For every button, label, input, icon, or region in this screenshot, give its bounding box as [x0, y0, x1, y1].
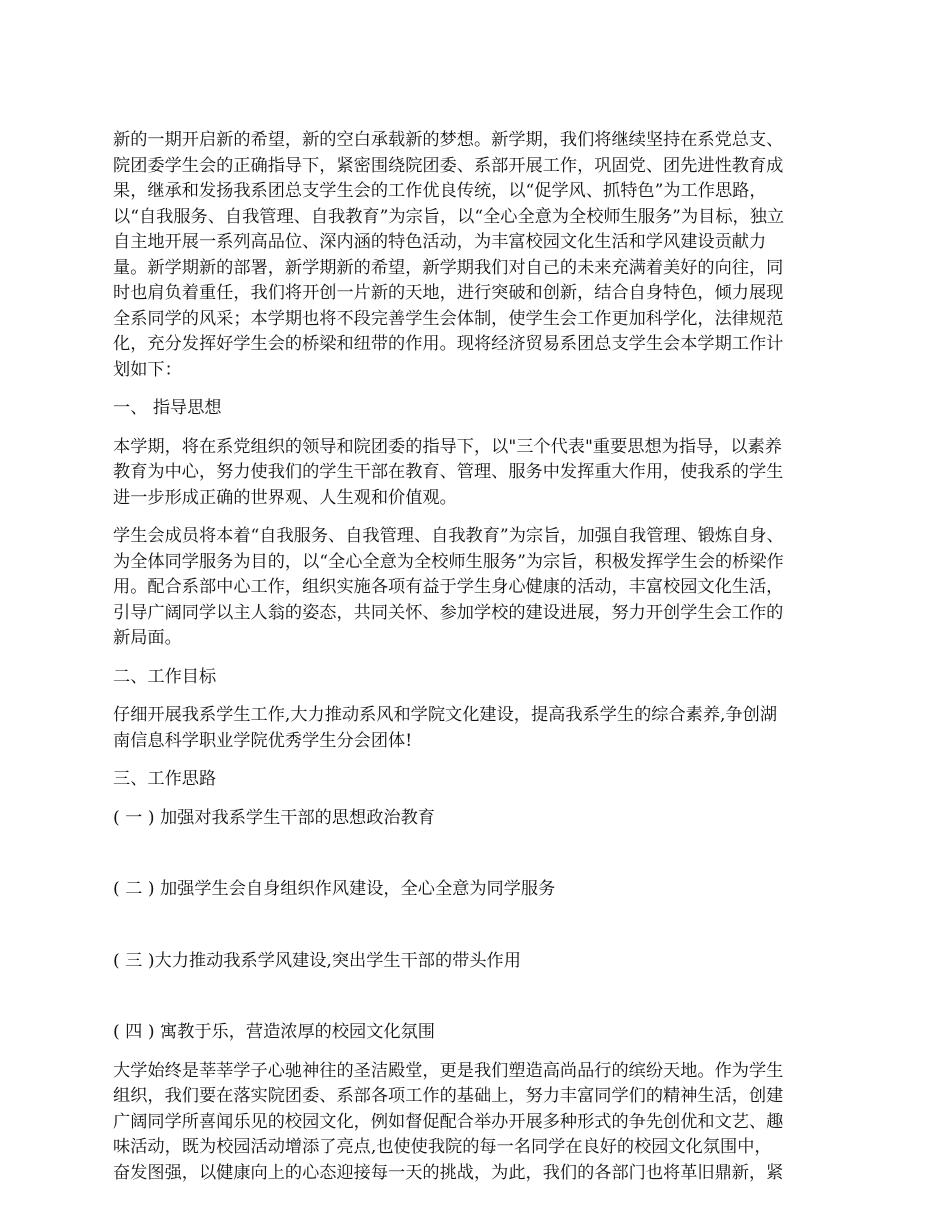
subheading-1: ( 一 ) 加强对我系学生干部的思想政治教育: [113, 807, 435, 828]
section-heading-guiding-ideology: 一、 指导思想: [113, 398, 222, 418]
text-line: 以“自我服务、自我管理、自我教育”为宗旨，以“全心全意为全校师生服务”为目标，独立: [113, 206, 785, 227]
text-line: 广阔同学所喜闻乐见的校园文化，例如督促配合举办开展多种形式的争先创优和文艺、趣: [113, 1111, 784, 1132]
text-line: 进一步形成正确的世界观、人生观和价值观。: [113, 487, 457, 508]
text-line: 时也肩负着重任，我们将开创一片新的天地，进行突破和创新，结合自身特色，倾力展现: [113, 283, 784, 303]
text-line: 新的一期开启新的希望，新的空白承载新的梦想。新学期，我们将继续坚持在系党总支、: [113, 130, 784, 150]
text-line: 为全体同学服务为目的，以“全心全意为全校师生服务”为宗旨，积极发挥学生会的桥梁作: [113, 551, 784, 572]
text-line: 院团委学生会的正确指导下，紧密围绕院团委、系部开展工作，巩固党、团先进性教育成: [113, 155, 784, 176]
text-line: 划如下：: [113, 359, 182, 380]
text-line: 教育为中心，努力使我们的学生干部在教育、管理、服务中发挥重大作用，使我系的学生: [113, 462, 784, 482]
text-line: 南信息科学职业学院优秀学生分会团体!: [113, 730, 413, 751]
text-line: 全系同学的风采；本学期也将不段完善学生会体制，使学生会工作更加科学化，法律规范: [113, 308, 784, 329]
intro-paragraph: [113, 128, 840, 383]
text-line: 本学期，将在系党组织的领导和院团委的指导下，以"三个代表"重要思想为指导，以素养: [113, 436, 782, 457]
text-line: 仔细开展我系学生工作,大力推动系风和学院文化建设，提高我系学生的综合素养,争创湖: [113, 705, 778, 725]
subheading-3: ( 三 )大力推动我系学风建设,突出学生干部的带头作用: [113, 950, 521, 971]
text-line: 大学始终是莘莘学子心驰神往的圣洁殿堂，更是我们塑造高尚品行的缤纷天地。作为学生: [113, 1060, 784, 1081]
text-line: 奋发图强，以健康向上的心态迎接每一天的挑战，为此，我们的各部门也将革旧鼎新，紧: [113, 1162, 784, 1183]
text-line: 组织，我们要在落实院团委、系部各项工作的基础上，努力丰富同学们的精神生活，创建: [113, 1086, 784, 1106]
section-heading-work-approach: 三、工作思路: [113, 769, 217, 789]
text-line: 新局面。: [113, 628, 182, 648]
guiding-paragraph-2: [113, 524, 840, 652]
subheading-2: ( 二 ) 加强学生会自身组织作风建设，全心全意为同学服务: [113, 879, 556, 899]
text-line: 学生会成员将本着“自我服务、自我管理、自我教育”为宗旨，加强自我管理、锻炼自身、: [113, 526, 784, 546]
work-goals-paragraph: [113, 703, 840, 754]
guiding-paragraph-1: [113, 435, 840, 512]
campus-culture-paragraph: [113, 1059, 840, 1187]
text-line: 自主地开展一系列高品位、深内涵的特色活动，为丰富校园文化生活和学风建设贡献力: [113, 232, 767, 252]
document-page: [113, 128, 840, 1186]
subheading-4: ( 四 ) 寓教于乐，营造浓厚的校园文化氛围: [113, 1022, 435, 1042]
text-line: 化，充分发挥好学生会的桥梁和纽带的作用。现将经济贸易系团总支学生会本学期工作计: [113, 334, 784, 354]
text-line: 味活动，既为校园活动增添了亮点,也使使我院的每一名同学在良好的校园文化氛围中，: [113, 1137, 772, 1157]
text-line: 引导广阔同学以主人翁的姿态，共同关怀、参加学校的建设进展，努力开创学生会工作的: [113, 602, 784, 623]
text-line: 果，继承和发扬我系团总支学生会的工作优良传统，以“促学风、抓特色”为工作思路，: [113, 181, 767, 201]
text-line: 用。配合系部中心工作，组织实施各项有益于学生身心健康的活动，丰富校园文化生活，: [113, 577, 784, 597]
section-heading-work-goals: 二、工作目标: [113, 666, 217, 687]
text-line: 量。新学期新的部署，新学期新的希望，新学期我们对自己的未来充满着美好的向往，同: [113, 257, 784, 278]
